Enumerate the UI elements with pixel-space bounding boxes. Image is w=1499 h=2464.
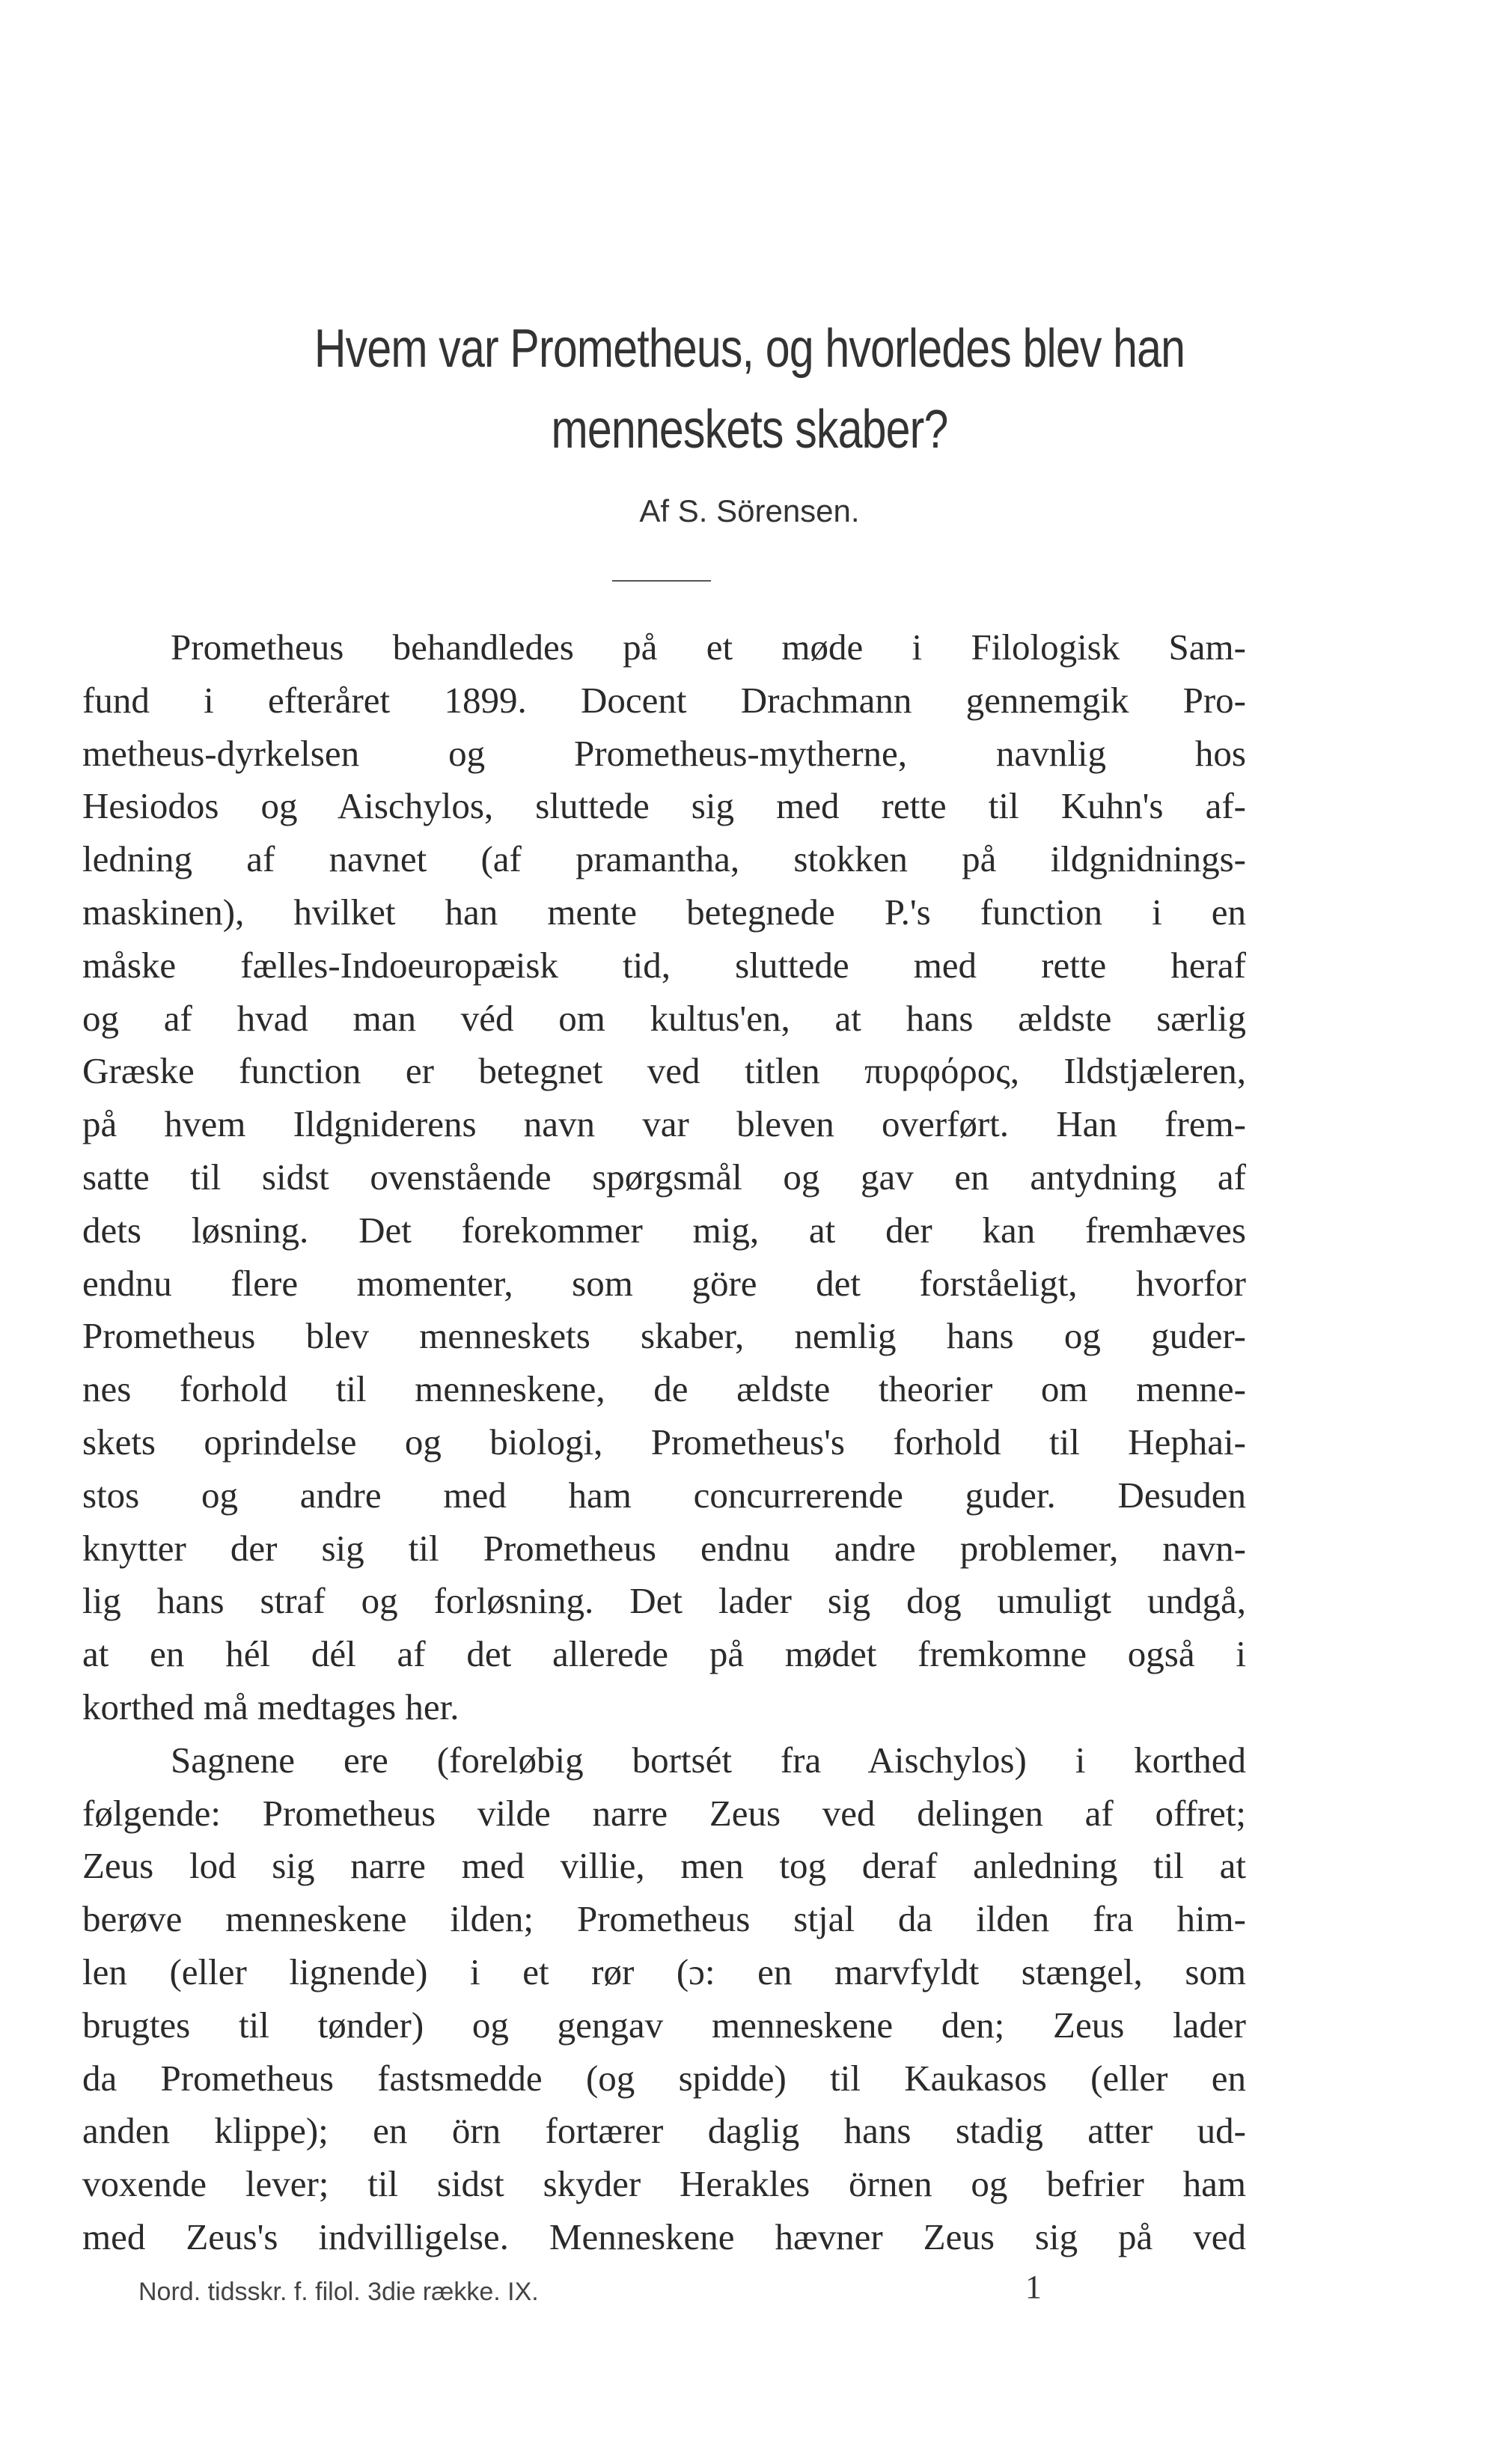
journal-footer: Nord. tidsskr. f. filol. 3die række. IX. bbox=[138, 2278, 539, 2306]
page-number: 1 bbox=[1025, 2269, 1042, 2305]
text-line: satte til sidst ovenstående spørgsmål og gav en antydning af bbox=[82, 1156, 1246, 1198]
text-line: maskinen), hvilket han mente betegnede P.'s function i en bbox=[82, 891, 1246, 933]
text-line: fund i efteråret 1899. Docent Drachmann gennemgik Pro- bbox=[82, 679, 1246, 721]
article-body bbox=[82, 621, 1246, 2264]
text-line: da Prometheus fastsmedde (og spidde) til Kaukasos (eller en bbox=[82, 2057, 1246, 2099]
article-title-line-2: menneskets skaber? bbox=[551, 400, 948, 460]
text-line: måske fælles-Indoeuropæisk tid, sluttede med rette heraf bbox=[82, 944, 1246, 986]
author-byline: Af S. Sörensen. bbox=[639, 493, 860, 528]
text-line: Græske function er betegnet ved titlen πυρφόρος, Ildstjæleren, bbox=[82, 1050, 1246, 1092]
text-line: på hvem Ildgniderens navn var bleven overført. Han frem- bbox=[82, 1103, 1246, 1145]
text-line: nes forhold til menneskene, de ældste theorier om menne- bbox=[82, 1368, 1246, 1410]
text-line: endnu flere momenter, som göre det forståeligt, hvorfor bbox=[82, 1262, 1246, 1304]
text-line: lig hans straf og forløsning. Det lader sig dog umuligt undgå, bbox=[82, 1580, 1246, 1622]
text-line: brugtes til tønder) og gengav menneskene den; Zeus lader bbox=[82, 2004, 1246, 2046]
text-line: skets oprindelse og biologi, Prometheus's forhold til Hephai- bbox=[82, 1421, 1246, 1463]
text-line: korthed må medtages her. bbox=[82, 1686, 460, 1727]
text-line: len (eller lignende) i et rør (ɔ: en marvfyldt stængel, som bbox=[82, 1951, 1246, 1992]
text-line: berøve menneskene ilden; Prometheus stjal da ilden fra him- bbox=[82, 1898, 1246, 1940]
text-line: ledning af navnet (af pramantha, stokken på ildgnidnings- bbox=[82, 838, 1246, 880]
text-line: anden klippe); en örn fortærer daglig hans stadig atter ud- bbox=[82, 2110, 1246, 2152]
paragraph-1 bbox=[82, 621, 1246, 1734]
text-line: knytter der sig til Prometheus endnu andre problemer, navn- bbox=[82, 1527, 1246, 1569]
text-line: Hesiodos og Aischylos, sluttede sig med rette til Kuhn's af- bbox=[82, 785, 1246, 827]
text-line: med Zeus's indvilligelse. Menneskene hævner Zeus sig på ved bbox=[82, 2216, 1246, 2257]
text-line: metheus-dyrkelsen og Prometheus-mytherne, navnlig hos bbox=[82, 732, 1246, 774]
text-line: og af hvad man véd om kultus'en, at hans ældste særlig bbox=[82, 997, 1246, 1039]
text-line: Sagnene ere (foreløbig bortsét fra Aischylos) i korthed bbox=[171, 1739, 1246, 1781]
text-line: at en hél dél af det allerede på mødet fremkomne også i bbox=[82, 1633, 1246, 1675]
text-line: Prometheus behandledes på et møde i Filologisk Sam- bbox=[171, 626, 1246, 668]
title-separator-rule bbox=[612, 580, 711, 582]
article-title-line-1: Hvem var Prometheus, og hvorledes blev han bbox=[314, 319, 1185, 379]
text-line: voxende lever; til sidst skyder Herakles örnen og befrier ham bbox=[82, 2163, 1246, 2205]
paragraph-2 bbox=[82, 1734, 1246, 2264]
text-line: Zeus lod sig narre med villie, men tog deraf anledning til at bbox=[82, 1845, 1246, 1887]
text-line: dets løsning. Det forekommer mig, at der kan fremhæves bbox=[82, 1209, 1246, 1251]
text-line: Prometheus blev menneskets skaber, nemlig hans og guder- bbox=[82, 1315, 1246, 1357]
text-line: følgende: Prometheus vilde narre Zeus ved delingen af offret; bbox=[82, 1792, 1246, 1834]
text-line: stos og andre med ham concurrerende guder. Desuden bbox=[82, 1474, 1246, 1516]
